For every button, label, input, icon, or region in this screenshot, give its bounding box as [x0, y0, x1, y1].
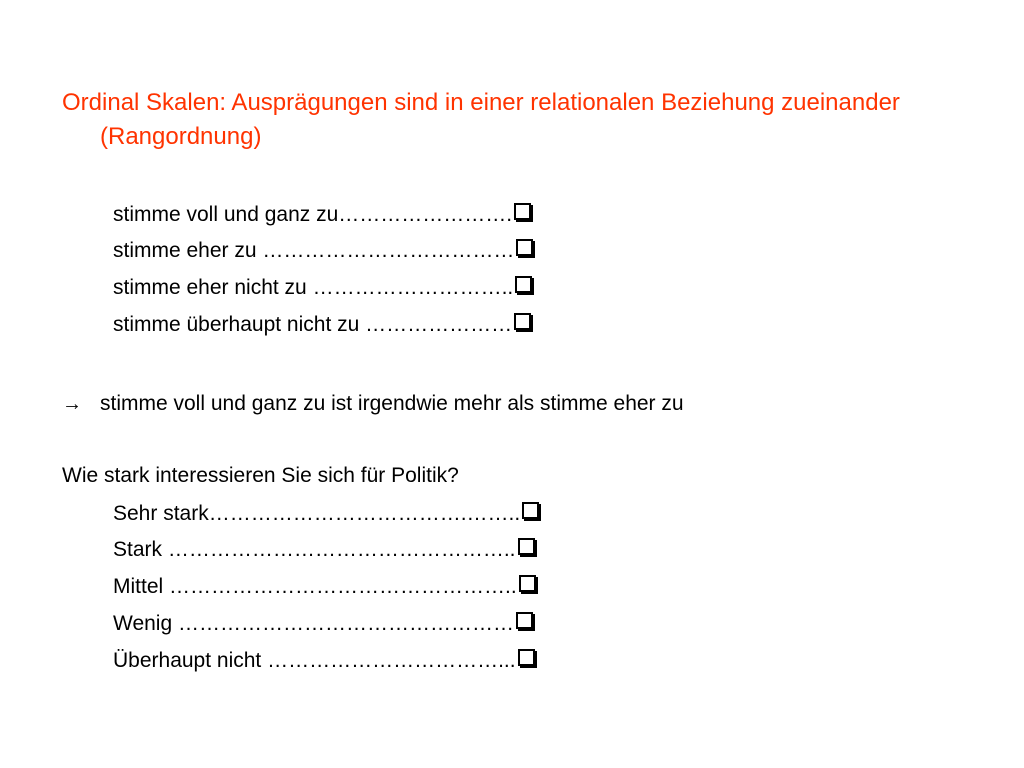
scale-item-2	[113, 238, 533, 264]
answer-item-label: Mittel …………………………………………..	[113, 575, 517, 598]
slide-heading: Ordinal Skalen: Ausprägungen sind in einer relationalen Beziehung zueinander (Rangordnung)	[62, 89, 900, 150]
checkbox-icon	[519, 575, 536, 592]
arrow-right-icon: →	[62, 393, 82, 415]
checkbox-icon	[516, 239, 533, 256]
checkbox-icon	[516, 612, 533, 629]
checkbox-icon	[522, 502, 539, 519]
answer-item-label: Überhaupt nicht ……………………………...	[113, 649, 516, 672]
scale-item-4	[113, 312, 531, 338]
scale-item-3	[113, 275, 532, 301]
answer-item-1	[113, 501, 539, 527]
answer-item-label: Wenig …………………………………………	[113, 612, 514, 635]
scale-item-label: stimme voll und ganz zu…………………….	[113, 203, 513, 226]
scale-item-label: stimme eher nicht zu ………………………..	[113, 276, 514, 299]
survey-question: Wie stark interessieren Sie sich für Politik?	[62, 464, 459, 487]
scale-item-label: stimme eher zu ………………………………	[113, 239, 515, 262]
checkbox-icon	[515, 276, 532, 293]
answer-item-5	[113, 648, 535, 674]
checkbox-icon	[514, 203, 531, 220]
checkbox-icon	[518, 538, 535, 555]
checkbox-icon	[518, 649, 535, 666]
answer-item-label: Stark …………………………………………..	[113, 538, 516, 561]
answer-item-4	[113, 611, 533, 637]
checkbox-icon	[514, 313, 531, 330]
answer-item-label: Sehr stark……………………………….……..	[113, 502, 521, 525]
conclusion-text: stimme voll und ganz zu ist irgendwie mehr als stimme eher zu	[100, 392, 684, 415]
answer-item-2	[113, 537, 535, 563]
answer-item-3	[113, 574, 536, 600]
scale-item-label: stimme überhaupt nicht zu …………………	[113, 313, 513, 336]
scale-item-1	[113, 202, 531, 228]
